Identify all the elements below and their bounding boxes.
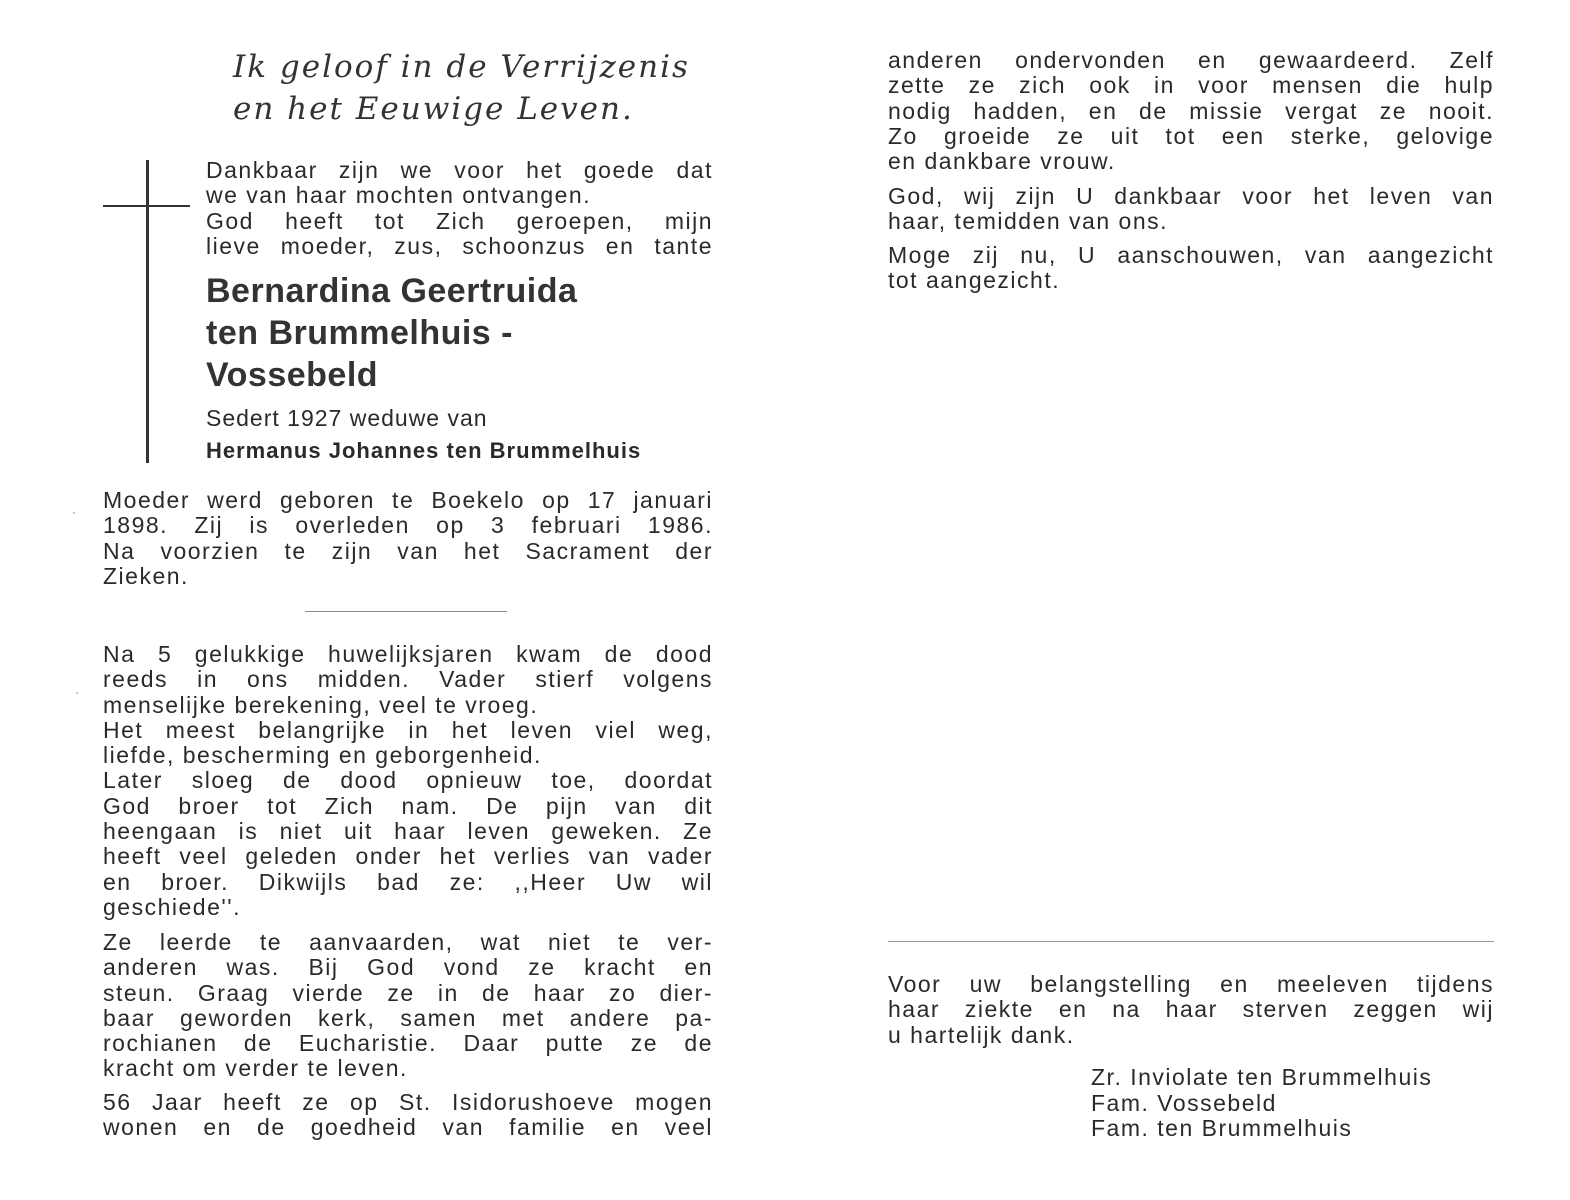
divider-left (305, 611, 507, 612)
right-line: zette ze zich ook in voor mensen die hulp (888, 72, 1494, 99)
years-line: 56 Jaar heeft ze op St. Isidorushoeve mogen (103, 1089, 713, 1115)
right-line: en dankbare vrouw. (888, 148, 1116, 175)
thanks-line: u hartelijk dank. (888, 1021, 1075, 1048)
life-line: reeds in ons midden. Vader stierf volgens (103, 666, 713, 693)
life-line: heengaan is niet uit haar leven geweken. Ze (103, 818, 713, 845)
accept-line: steun. Graag vierde ze in de haar zo dier- (103, 979, 713, 1006)
birth-line: Zieken. (103, 562, 189, 589)
life-paragraph (103, 642, 713, 920)
accept-line: rochianen de Eucharistie. Daar putte ze de (103, 1030, 713, 1057)
thanks-line: Voor uw belangstelling en meeleven tijdens (888, 971, 1494, 997)
right-paragraph-2 (888, 184, 1494, 235)
husband-name: Hermanus Johannes ten Brummelhuis (206, 438, 642, 463)
name-line-3: Vossebeld (206, 356, 379, 394)
name-line-1: Bernardina Geertruida (206, 272, 578, 310)
paper-speck (76, 692, 78, 694)
life-line: menselijke berekening, veel te vroeg. (103, 691, 539, 718)
life-line: heeft veel geleden onder het verlies van vader (103, 843, 713, 870)
thanks-paragraph (888, 972, 1494, 1048)
divider-right (888, 941, 1494, 942)
signature-line: Fam. Vossebeld (1091, 1089, 1277, 1116)
right-line: God, wij zijn U dankbaar voor het leven van (888, 183, 1494, 209)
right-line: Zo groeide ze uit tot een sterke, gelovige (888, 122, 1494, 149)
thanks-line: haar ziekte en na haar sterven zeggen wij (888, 996, 1494, 1023)
life-line: Het meest belangrijke in het leven viel weg, (103, 716, 713, 743)
intro-line: we van haar mochten ontvangen. (206, 182, 592, 209)
right-paragraph-3 (888, 243, 1494, 294)
life-line: en broer. Dikwijls bad ze: ,,Heer Uw wil (103, 868, 713, 895)
widow-text: Sedert 1927 weduwe van (206, 405, 488, 431)
cross-icon-horizontal (103, 205, 190, 207)
accept-line: kracht om verder te leven. (103, 1055, 408, 1082)
motto-line-1: Ik geloof in de Verrijzenis (233, 49, 690, 85)
right-line: tot aangezicht. (888, 267, 1061, 294)
intro-line: God heeft tot Zich geroepen, mijn (206, 207, 713, 234)
paper-speck (73, 512, 75, 514)
life-line: liefde, bescherming en geborgenheid. (103, 742, 542, 769)
signature-line: Fam. ten Brummelhuis (1091, 1115, 1353, 1141)
life-line: Na 5 gelukkige huwelijksjaren kwam de dood (103, 641, 713, 667)
years-line: wonen en de goedheid van familie en veel (103, 1114, 713, 1141)
accept-line: anderen was. Bij God vond ze kracht en (103, 954, 713, 981)
life-line: geschiede''. (103, 893, 242, 920)
right-line: anderen ondervonden en gewaardeerd. Zelf (888, 47, 1494, 73)
right-line: nodig hadden, en de missie vergat ze nooit. (888, 97, 1494, 124)
right-paragraph-1 (888, 48, 1494, 174)
signature-line: Zr. Inviolate ten Brummelhuis (1091, 1064, 1433, 1090)
motto-line-2: en het Eeuwige Leven. (233, 91, 634, 127)
intro-line: Dankbaar zijn we voor het goede dat (206, 157, 713, 183)
intro-line: lieve moeder, zus, schoonzus en tante (206, 232, 713, 259)
accept-line: baar geworden kerk, samen met andere pa- (103, 1004, 713, 1031)
right-line: Moge zij nu, U aanschouwen, van aangezicht (888, 242, 1494, 268)
deceased-name (206, 270, 577, 396)
birth-line: Moeder werd geboren te Boekelo op 17 januari (103, 487, 713, 513)
right-line: haar, temidden van ons. (888, 208, 1168, 235)
birth-line: 1898. Zij is overleden op 3 februari 1986. (103, 512, 713, 539)
intro-text (206, 158, 713, 259)
motto-heading (233, 46, 690, 130)
life-line: Later sloeg de dood opnieuw toe, doordat (103, 767, 713, 794)
birth-paragraph (103, 488, 713, 589)
accept-line: Ze leerde te aanvaarden, wat niet te ver- (103, 929, 713, 955)
life-line: God broer tot Zich nam. De pijn van dit (103, 792, 713, 819)
name-line-2: ten Brummelhuis - (206, 314, 513, 352)
years-paragraph (103, 1090, 713, 1141)
birth-line: Na voorzien te zijn van het Sacrament der (103, 537, 713, 564)
accept-paragraph (103, 930, 713, 1082)
signatures (1091, 1065, 1432, 1142)
